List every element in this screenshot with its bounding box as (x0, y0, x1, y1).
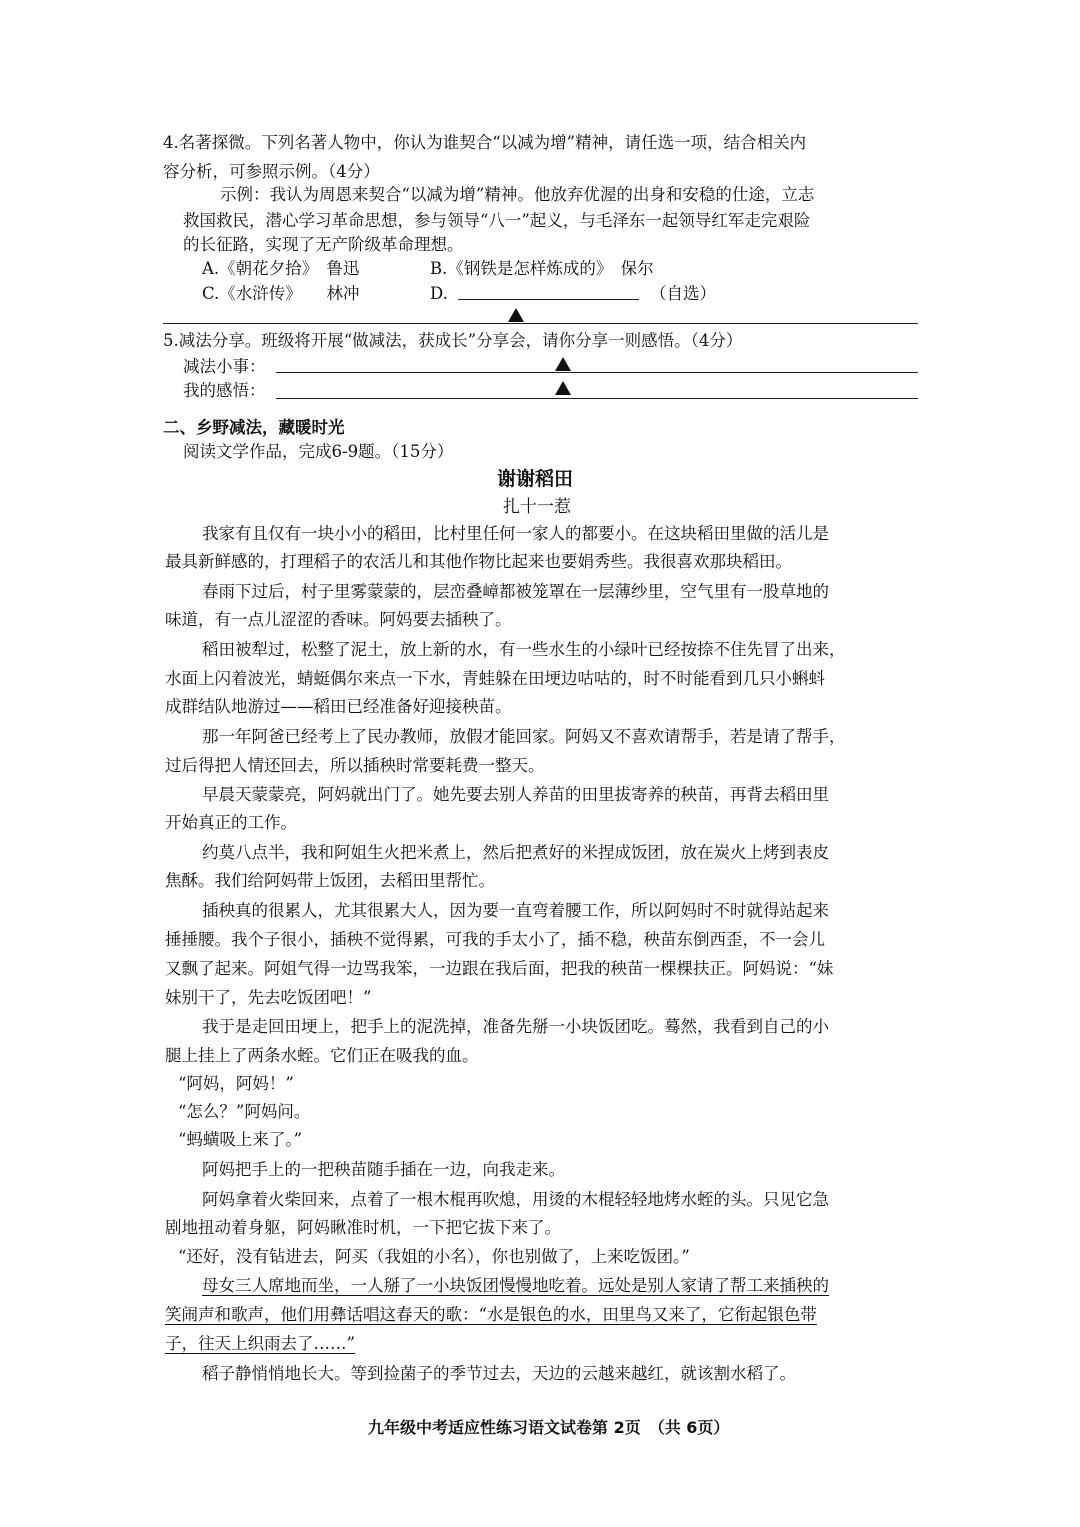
q5-field1-line[interactable] (276, 372, 918, 373)
q4-example-line-3: 的长征路，实现了无产阶级革命理想。 (183, 235, 464, 254)
article-line: 春雨下过后，村子里雾蒙蒙的，层峦叠嶂都被笼罩在一层薄纱里，空气里有一股草地的 (202, 582, 829, 601)
article-line: 约莫八点半，我和阿姐生火把米煮上，然后把煮好的米捏成饭团，放在炭火上烤到表皮 (202, 843, 829, 862)
article-line: 成群结队地游过——稻田已经准备好迎接秧苗。 (165, 697, 512, 716)
q4-option-d-suffix: （自选） (650, 284, 716, 303)
article-line: 稻子静悄悄地长大。等到捡菌子的季节过去，天边的云越来越红，就该割水稻了。 (202, 1364, 796, 1383)
q4-option-d-blank[interactable] (458, 299, 639, 300)
article-line-underlined: 母女三人席地而坐，一人掰了一小块饭团慢慢地吃着。远处是别人家请了帮工来插秧的 (202, 1276, 829, 1295)
q4-option-d: D. (430, 284, 448, 303)
article-line-underlined: 子，往天上织雨去了……” (165, 1334, 355, 1353)
q5-field2-line[interactable] (276, 398, 918, 399)
answer-marker-icon (555, 381, 571, 395)
article-line: 剧地扭动着身躯，阿妈瞅准时机，一下把它拔下来了。 (165, 1218, 561, 1237)
article-line: 味道，有一点儿涩涩的香味。阿妈要去插秧了。 (165, 610, 512, 629)
article-line: 妹别干了，先去吃饭团吧！” (165, 988, 372, 1007)
article-line: 焦酥。我们给阿妈带上饭团，去稻田里帮忙。 (165, 871, 495, 890)
q5-line-1: 5.减法分享。班级将开展“做减法，获成长”分享会，请你分享一则感悟。（4分） (163, 331, 743, 350)
article-line: 我于是走回田埂上，把手上的泥洗掉，准备先掰一小块饭团吃。蓦然，我看到自己的小 (202, 1017, 829, 1036)
q4-option-a: A.《朝花夕拾》 鲁迅 (202, 259, 360, 278)
article-title: 谢谢稻田 (497, 468, 574, 490)
article-line: 那一年阿爸已经考上了民办教师，放假才能回家。阿妈又不喜欢请帮手，若是请了帮手， (202, 727, 846, 746)
article-line: “还好，没有钻进去，阿买（我姐的小名），你也别做了，上来吃饭团。” (178, 1247, 690, 1266)
q4-option-b: B.《钢铁是怎样炼成的》 保尔 (430, 259, 654, 278)
article-line: 插秧真的很累人，尤其很累大人，因为要一直弯着腰工作，所以阿妈时不时就得站起来 (202, 901, 829, 920)
q4-example-line-2: 救国救民，潜心学习革命思想，参与领导“八一”起义，与毛泽东一起领导红军走完艰险 (183, 211, 811, 230)
section2-heading: 二、乡野减法，藏暖时光 (163, 418, 345, 437)
article-line: 腿上挂上了两条水蛭。它们正在吸我的血。 (165, 1046, 479, 1065)
article-line: “阿妈，阿妈！” (178, 1074, 294, 1093)
article-line: 开始真正的工作。 (165, 813, 297, 832)
article-line: 捶捶腰。我个子很小，插秧不觉得累，可我的手太小了，插不稳，秧苗东倒西歪，不一会儿 (165, 930, 825, 949)
q5-field1-label: 减法小事： (183, 357, 266, 376)
article-line-underlined: 笑闹声和歌声，他们用彝话唱这春天的歌：“水是银色的水，田里鸟又来了，它衔起银色带 (165, 1305, 817, 1324)
q4-line-1: 4.名著探微。下列名著人物中，你认为谁契合“以减为增”精神，请任选一项，结合相关内 (163, 133, 807, 152)
article-line: 我家有且仅有一块小小的稻田，比村里任何一家人的都要小。在这块稻田里做的活儿是 (202, 524, 829, 543)
article-line: 阿妈把手上的一把秧苗随手插在一边，向我走来。 (202, 1160, 565, 1179)
article-author: 扎十一惹 (503, 497, 571, 517)
article-line: 早晨天蒙蒙亮，阿妈就出门了。她先要去别人养苗的田里拔寄养的秧苗，再背去稻田里 (202, 785, 829, 804)
q5-field2-label: 我的感悟： (183, 381, 266, 400)
article-line: 过后得把人情还回去，所以插秧时常要耗费一整天。 (165, 756, 545, 775)
q4-example-line-1: 示例：我认为周恩来契合“以减为增”精神。他放弃优渥的出身和安稳的仕途，立志 (220, 185, 815, 204)
section2-instruction: 阅读文学作品，完成6-9题。（15分） (183, 442, 454, 461)
article-line: 稻田被犁过，松整了泥土，放上新的水，有一些水生的小绿叶已经按捺不住先冒了出来， (202, 640, 846, 659)
article-line: “怎么？”阿妈问。 (178, 1102, 311, 1121)
article-line: 阿妈拿着火柴回来，点着了一根木棍再吹熄，用烫的木棍轻轻地烤水蛭的头。只见它急 (202, 1190, 829, 1209)
article-line: 又飘了起来。阿姐气得一边骂我笨，一边跟在我后面，把我的秧苗一棵棵扶正。阿妈说：“妹 (165, 959, 834, 978)
page-footer: 九年级中考适应性练习语文试卷第 2页 （共 6页） (368, 1418, 730, 1437)
answer-marker-icon (508, 308, 524, 322)
article-line: 水面上闪着波光，蜻蜓偶尔来点一下水，青蛙躲在田埂边咕咕的，时不时能看到几只小蝌蚪 (165, 669, 825, 688)
q4-option-c: C.《水浒传》 林冲 (202, 284, 360, 303)
article-line: 最具新鲜感的，打理稻子的农活儿和其他作物比起来也要娟秀些。我很喜欢那块稻田。 (165, 552, 792, 571)
answer-marker-icon (555, 357, 571, 371)
q4-answer-line[interactable] (163, 323, 918, 324)
q4-line-2: 容分析，可参照示例。（4分） (163, 162, 380, 181)
article-line: “蚂蟥吸上来了。” (178, 1130, 303, 1149)
